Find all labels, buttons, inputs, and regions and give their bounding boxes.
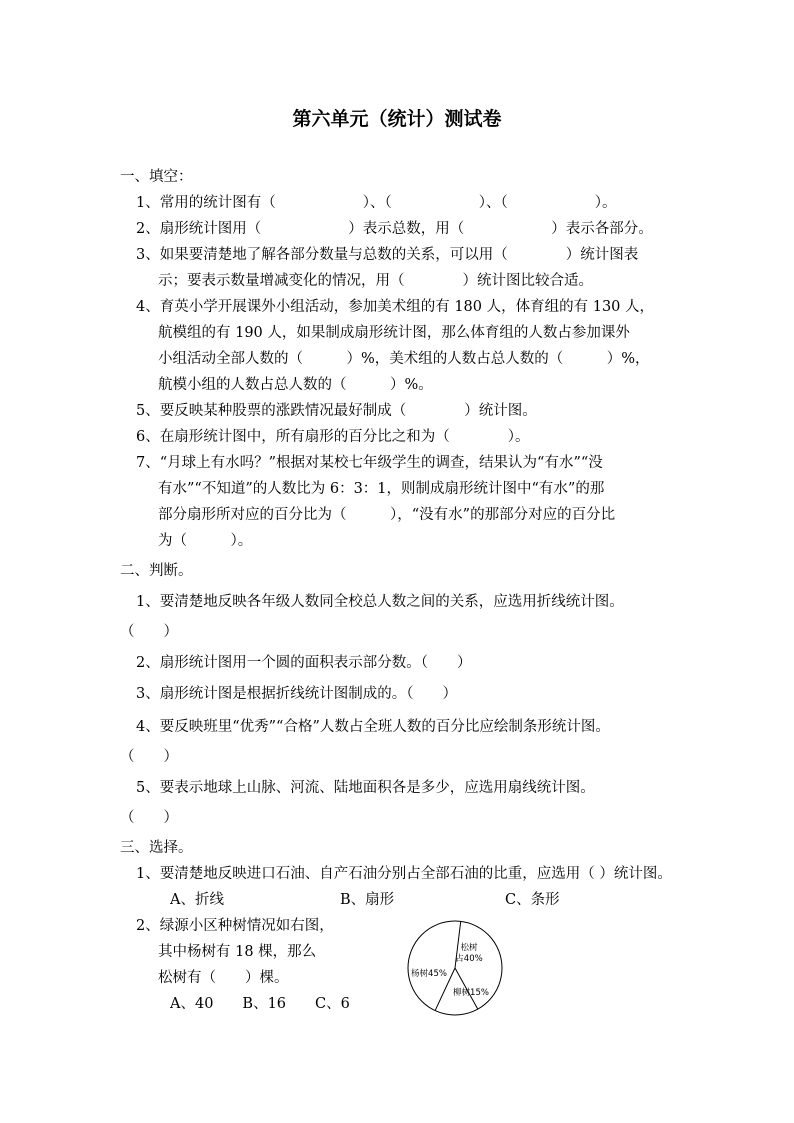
s3-question-1: 1、要清楚地反映进口石油、自产石油分别占全部石油的比重，应选用（ ）统计图。	[136, 866, 672, 882]
s3-q1-option-c: C、条形	[505, 892, 560, 908]
slice-label-yangshu: 杨树45%	[411, 969, 447, 979]
s2-question-1-line2: （ ）	[120, 624, 178, 640]
slice-label-liushu: 柳树15%	[453, 988, 489, 998]
section3-heading: 三、选择。	[120, 840, 193, 856]
s1-question-4-line3: 小组活动全部人数的（ ）%，美术组的人数占总人数的（ ）%，	[158, 351, 650, 367]
s2-question-5-line2: （ ）	[120, 810, 178, 826]
s1-question-7-line1: 7、“月球上有水吗？”根据对某校七年级学生的调查，结果认为“有水”“没	[136, 455, 603, 471]
pie-chart	[405, 918, 505, 1018]
s1-question-7-line2: 有水”“不知道”的人数比为 6：3：1，则制成扇形统计图中“有水”的那	[158, 481, 605, 497]
s3-question-2-line1: 2、绿源小区种树情况如右图，	[136, 918, 334, 934]
s3-q1-option-a: A、折线	[170, 892, 224, 908]
s2-question-3: 3、扇形统计图是根据折线统计图制成的。（ ）	[136, 686, 457, 702]
s3-question-2-line2: 其中杨树有 18 棵，那么	[158, 944, 317, 960]
s2-question-1-line1: 1、要清楚地反映各年级人数同全校总人数之间的关系，应选用折线统计图。	[136, 594, 624, 610]
s3-question-2-line3: 松树有（ ）棵。	[158, 970, 289, 986]
slice-label-songshu-2: 占40%	[455, 954, 483, 964]
s2-question-4-line1: 4、要反映班里“优秀”“合格”人数占全班人数的百分比应绘制条形统计图。	[136, 719, 610, 735]
s1-question-4-line4: 航模小组的人数占总人数的（ ）%。	[158, 377, 433, 393]
s2-question-4-line2: （ ）	[120, 749, 178, 765]
s1-question-6: 6、在扇形统计图中，所有扇形的百分比之和为（ ）。	[136, 429, 530, 445]
s1-question-3-line2: 示；要表示数量增减变化的情况，用（ ）统计图比较合适。	[158, 273, 593, 289]
s1-question-2: 2、扇形统计图用（ ）表示总数，用（ ）表示各部分。	[136, 221, 653, 237]
section1-heading: 一、填空：	[120, 169, 193, 185]
s1-question-7-line4: 为（ ）。	[158, 533, 253, 549]
s2-question-2: 2、扇形统计图用一个圆的面积表示部分数。（ ）	[136, 655, 472, 671]
s1-question-1: 1、常用的统计图有（ ）、（ ）、（ ）。	[136, 195, 617, 211]
s3-q1-option-b: B、扇形	[340, 892, 395, 908]
s2-question-5-line1: 5、要表示地球上山脉、河流、陆地面积各是多少，应选用扇线统计图。	[136, 780, 595, 796]
s1-question-3-line1: 3、如果要清楚地了解各部分数量与总数的关系，可以用（ ）统计图表	[136, 247, 639, 263]
s1-question-4-line2: 航模组的有 190 人，如果制成扇形统计图，那么体育组的人数占参加课外	[158, 325, 630, 341]
s3-q2-options: A、40 B、16 C、6	[170, 996, 350, 1012]
s1-question-7-line3: 部分扇形所对应的百分比为（ ），“没有水”的那部分对应的百分比	[158, 507, 616, 523]
page-title: 第六单元（统计）测试卷	[292, 108, 502, 130]
slice-label-songshu-1: 松树	[460, 943, 478, 953]
s1-question-4-line1: 4、育英小学开展课外小组活动，参加美术组的有 180 人，体育组的有 130 人，	[136, 299, 655, 315]
section2-heading: 二、判断。	[120, 563, 193, 579]
s1-question-5: 5、要反映某种股票的涨跌情况最好制成（ ）统计图。	[136, 403, 537, 419]
